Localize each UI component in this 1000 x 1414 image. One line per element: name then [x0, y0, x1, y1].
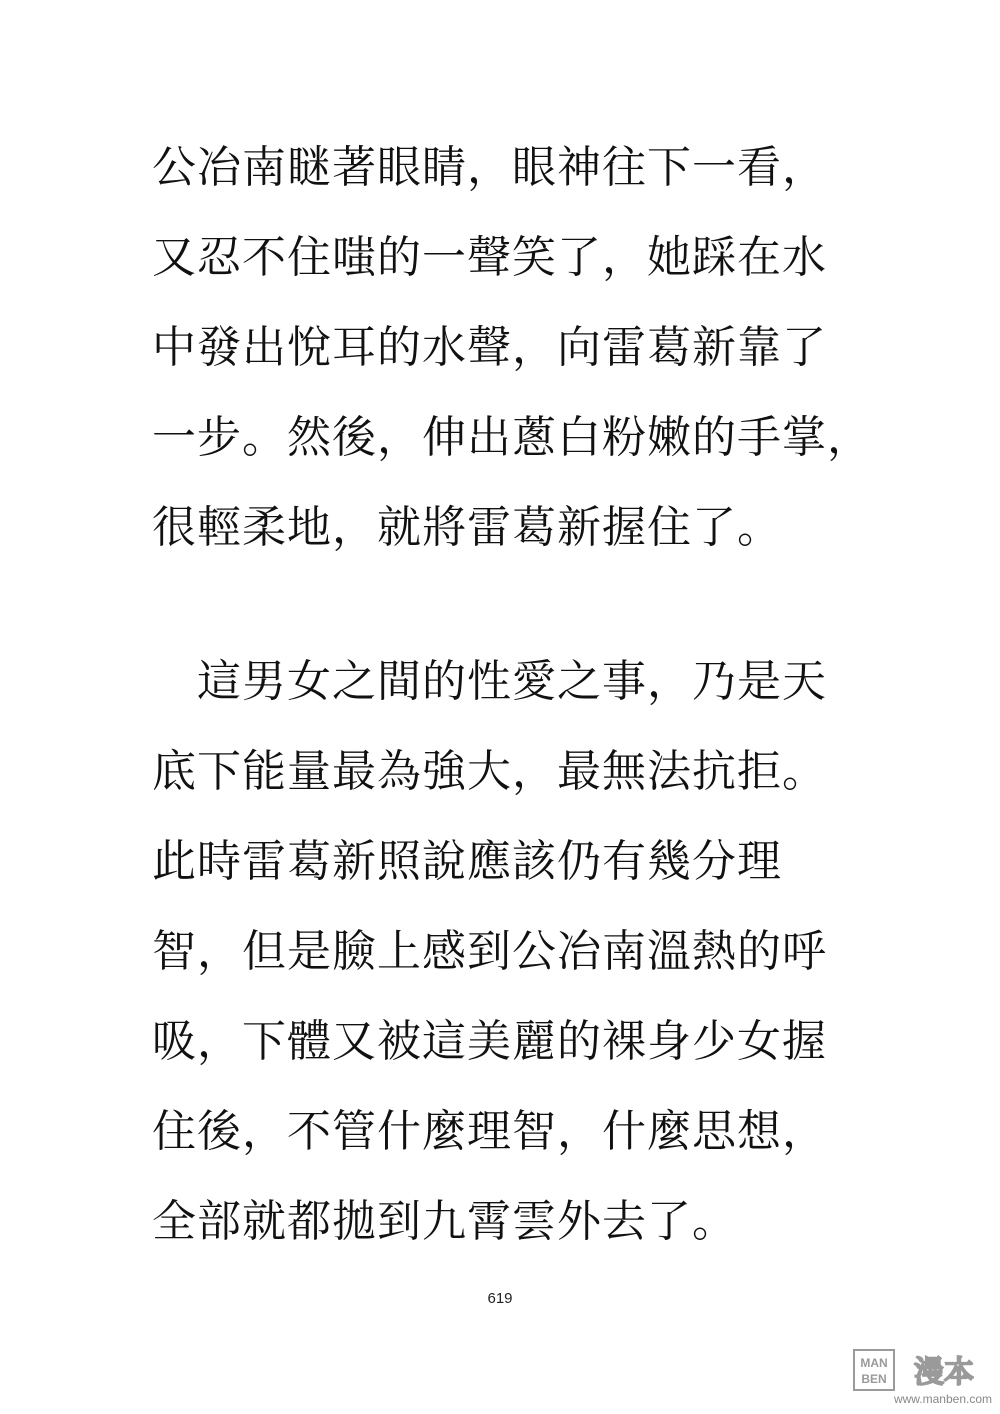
text-line: 又忍不住嗤的一聲笑了，她踩在水 — [152, 232, 827, 283]
svg-text:漫本: 漫本 — [914, 1355, 974, 1390]
paragraph-1 — [152, 123, 872, 573]
text-line: 智，但是臉上感到公冶南溫熱的呼 — [152, 926, 827, 977]
text-line: 此時雷葛新照說應該仍有幾分理 — [152, 836, 782, 887]
svg-text:BEN: BEN — [861, 1372, 887, 1386]
text-line: 公冶南瞇著眼睛，眼神往下一看， — [152, 142, 827, 193]
svg-text:MAN: MAN — [860, 1356, 888, 1370]
text-line: 這男女之間的性愛之事，乃是天 — [152, 656, 827, 707]
text-line: 全部就都拋到九霄雲外去了。 — [152, 1196, 737, 1247]
watermark-url: www.manben.com — [893, 1392, 992, 1406]
watermark — [852, 1348, 992, 1406]
text-line: 吸，下體又被這美麗的裸身少女握 — [152, 1016, 827, 1067]
page-number: 619 — [487, 1290, 513, 1307]
paragraph-2 — [152, 637, 852, 1267]
text-line: 住後，不管什麼理智，什麼思想， — [152, 1106, 827, 1157]
manben-logo — [852, 1348, 992, 1392]
text-line: 中發出悅耳的水聲，向雷葛新靠了 — [152, 322, 827, 373]
text-line: 底下能量最為強大，最無法抗拒。 — [152, 746, 827, 797]
text-line: 一步。然後，伸出蔥白粉嫩的手掌， — [152, 412, 872, 463]
text-line: 很輕柔地，就將雷葛新握住了。 — [152, 502, 782, 553]
